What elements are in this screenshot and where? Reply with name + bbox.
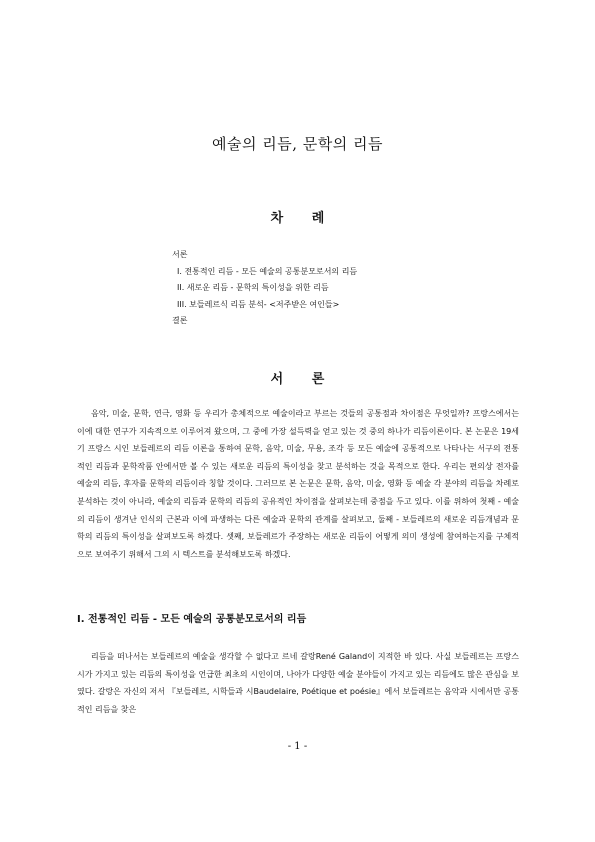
page-number: - 1 - (287, 741, 308, 752)
intro-heading: 서 론 (270, 372, 325, 387)
toc-item-chapter-1: I. 전통적인 리듬 - 모든 예술의 공통분모로서의 리듬 (177, 266, 358, 276)
toc-item-intro: 서론 (172, 250, 188, 259)
toc-item-chapter-3: III. 보들레르식 리듬 분석- <저주받은 여인들> (177, 299, 340, 309)
toc-heading: 차 례 (270, 211, 325, 226)
toc-item-chapter-2: II. 새로운 리듬 - 문학의 특이성을 위한 리듬 (177, 283, 329, 292)
document-title: 예술의 리듬, 문학의 리듬 (212, 135, 383, 153)
table-of-contents (172, 247, 357, 330)
intro-paragraph: 음악, 미술, 문학, 연극, 영화 등 우리가 총체적으로 예술이라고 부르는 것들의 공통점과 차이점은 무엇일까? 프랑스에서는 이에 대한 연구가 지속적으로 이루어져 왔으며, 그 중에 가장 설득력을 얻고 있는 것 중의 하나가 리듬이론이다. 본 논문은 19세기 프랑스 시인 보들레르의 리듬 이론을 통하여 문학, 음악, 미술, 무용, 조각 등 모든 예술에 공통적으로 나타나는 서구의 전통적인 리듬과 문학작품 안에서만 볼 수 있는 새로운 리듬의 특이성을 찾고 분석하는 것을 목적으로 한다. 우리는 편의상 전자를 예술의 리듬, 후자를 문학의 리듬이라 칭할 것이다. 그러므로 본 논문은 문학, 음악, 미술, 영화 등 예술 각 분야의 리듬을 차례로 분석하는 것이 아니라, 예술의 리듬과 문학의 리듬의 공유적인 차이점을 살펴보는데 중점을 두고 있다. 이를 위하여 첫째 - 예술의 리듬이 생겨난 인식의 근본과 이에 파생하는 다른 예술과 문학의 관계를 살펴보고, 둘째 - 보들레르의 새로운 리듬개념과 문학의 리듬의 특이성을 살펴보도록 하겠다. 셋째, 보들레르가 주장하는 새로운 리듬이 어떻게 의미 생성에 참여하는지를 구체적으로 보여주기 위해서 그의 시 텍스트를 분석해보도록 하겠다. (77, 409, 519, 559)
chapter-1-paragraph: 리듬을 떠나서는 보들레르의 예술을 생각할 수 없다고 르네 갈랑René Galand이 지적한 바 있다. 사실 보들레르는 프랑스 시가 가지고 있는 리듬의 특이성을 언급한 최초의 시인이며, 나아가 다양한 예술 분야들이 가지고 있는 리듬에도 많은 관심을 보였다. 갈랑은 자신의 저서 『보들레르, 시학들과 시Baudelaire, Poétique et poésie』에서 보들레르는 음악과 시에서만 공통적인 리듬을 찾은 (77, 652, 519, 714)
chapter-1-heading: I. 전통적인 리듬 - 모든 예술의 공통분모로서의 리듬 (77, 614, 307, 625)
toc-item-conclusion: 결론 (172, 316, 188, 325)
